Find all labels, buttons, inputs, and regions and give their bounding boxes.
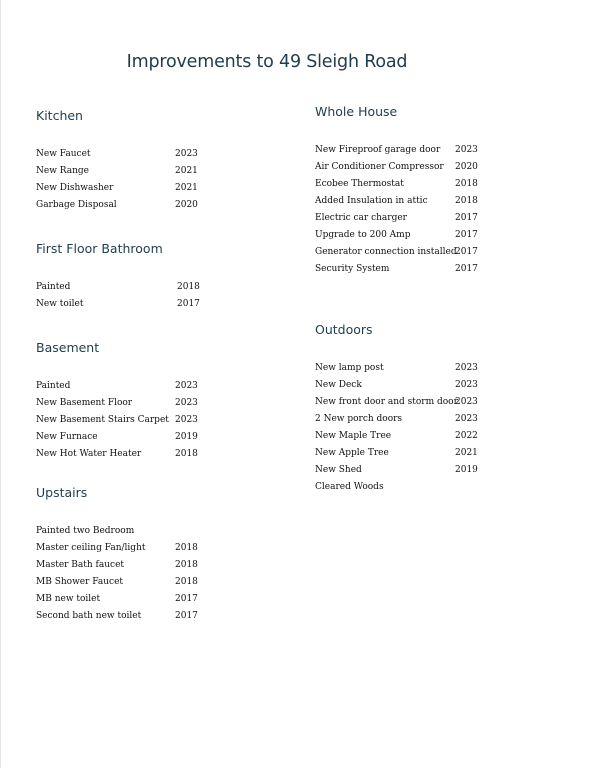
item-name: Painted [36,282,71,292]
item-year: 2020 [455,162,478,172]
item-name: New Basement Floor [36,398,133,408]
item-name: Electric car charger [315,213,407,223]
list-item [36,591,198,608]
item-year: 2023 [455,397,478,407]
item-name: New Furnace [36,432,98,442]
list-item [36,163,198,180]
list-item [36,540,198,557]
item-name: New Maple Tree [315,431,392,441]
list-item [315,428,478,445]
item-year: 2018 [177,282,200,292]
section-outdoors [315,322,478,496]
item-year: 2017 [455,213,478,223]
item-name: Generator connection installed [315,247,457,257]
list-item [36,523,146,540]
item-name: MB Shower Faucet [36,577,124,587]
item-name: Security System [315,264,390,274]
list-item [315,411,478,428]
item-year: 2017 [177,299,200,309]
item-year: 2023 [455,145,478,155]
list-item [36,378,198,395]
list-item [315,227,478,244]
item-year: 2020 [175,200,198,210]
item-name: New Dishwasher [36,183,114,193]
row-list [36,523,198,625]
item-name: New Faucet [36,149,91,159]
item-name: Added Insulation in attic [315,196,428,206]
item-name: Air Conditioner Compressor [315,162,444,172]
list-item [315,394,478,411]
list-item [36,608,198,625]
item-name: Master Bath faucet [36,560,125,570]
list-item [315,193,478,210]
list-item [315,479,458,496]
item-name: New Deck [315,380,362,390]
list-item [36,146,198,163]
list-item [36,557,198,574]
list-item [315,360,478,377]
item-year: 2021 [175,166,198,176]
item-name: Master ceiling Fan/light [36,543,146,553]
section-whole-house [315,104,478,278]
item-year: 2017 [455,264,478,274]
section-upstairs [36,485,198,625]
list-item [36,197,198,214]
item-name: Upgrade to 200 Amp [315,230,411,240]
item-name: Cleared Woods [315,482,384,492]
section-heading: Upstairs [36,485,88,500]
item-name: New Range [36,166,89,176]
item-year: 2023 [175,381,198,391]
list-item [36,446,198,463]
item-year: 2019 [175,432,198,442]
list-item [315,159,478,176]
row-list [36,146,198,214]
row-list [315,142,478,278]
item-name: Second bath new toilet [36,611,142,621]
item-year: 2023 [175,398,198,408]
row-list [36,279,200,313]
item-year: 2018 [455,179,478,189]
item-year: 2021 [455,448,478,458]
item-year: 2019 [455,465,478,475]
item-name: New Hot Water Heater [36,449,142,459]
item-name: New lamp post [315,363,384,373]
item-year: 2021 [175,183,198,193]
section-heading: Basement [36,340,100,355]
item-name: New Fireproof garage door [315,145,441,155]
item-year: 2023 [175,149,198,159]
list-item [315,445,478,462]
item-year: 2017 [455,230,478,240]
section-first-floor-bathroom [36,241,200,313]
list-item [36,395,198,412]
page-title: Improvements to 49 Sleigh Road [126,52,408,72]
item-name: Garbage Disposal [36,200,117,210]
section-basement [36,340,198,463]
list-item [315,377,478,394]
item-year: 2018 [175,560,198,570]
section-heading: Outdoors [315,322,373,337]
item-name: Painted two Bedroom [36,526,135,536]
item-year: 2017 [175,611,198,621]
item-name: New toilet [36,299,84,309]
item-year: 2023 [175,415,198,425]
list-item [36,279,200,296]
item-year: 2018 [175,577,198,587]
item-name: New Apple Tree [315,448,389,458]
item-year: 2023 [455,380,478,390]
list-item [36,296,200,313]
section-heading: First Floor Bathroom [36,241,163,256]
item-name: New Basement Stairs Carpet [36,415,169,425]
item-name: MB new toilet [36,594,101,604]
item-year: 2018 [175,449,198,459]
list-item [315,462,478,479]
section-kitchen [36,108,198,214]
item-name: 2 New porch doors [315,414,403,424]
row-list [315,360,478,496]
list-item [315,261,478,278]
list-item [315,176,478,193]
item-name: Painted [36,381,71,391]
list-item [315,210,478,227]
item-year: 2017 [175,594,198,604]
list-item [36,429,198,446]
item-year: 2023 [455,363,478,373]
list-item [315,244,478,261]
item-name: New front door and storm door [315,397,458,407]
list-item [315,142,478,159]
item-name: New Shed [315,465,362,475]
item-year: 2018 [175,543,198,553]
item-year: 2018 [455,196,478,206]
item-year: 2022 [455,431,478,441]
list-item [36,412,198,429]
section-heading: Whole House [315,104,398,119]
item-year: 2017 [455,247,478,257]
list-item [36,180,198,197]
list-item [36,574,198,591]
item-name: Ecobee Thermostat [315,179,404,189]
row-list [36,378,198,463]
section-heading: Kitchen [36,108,83,123]
item-year: 2023 [455,414,478,424]
